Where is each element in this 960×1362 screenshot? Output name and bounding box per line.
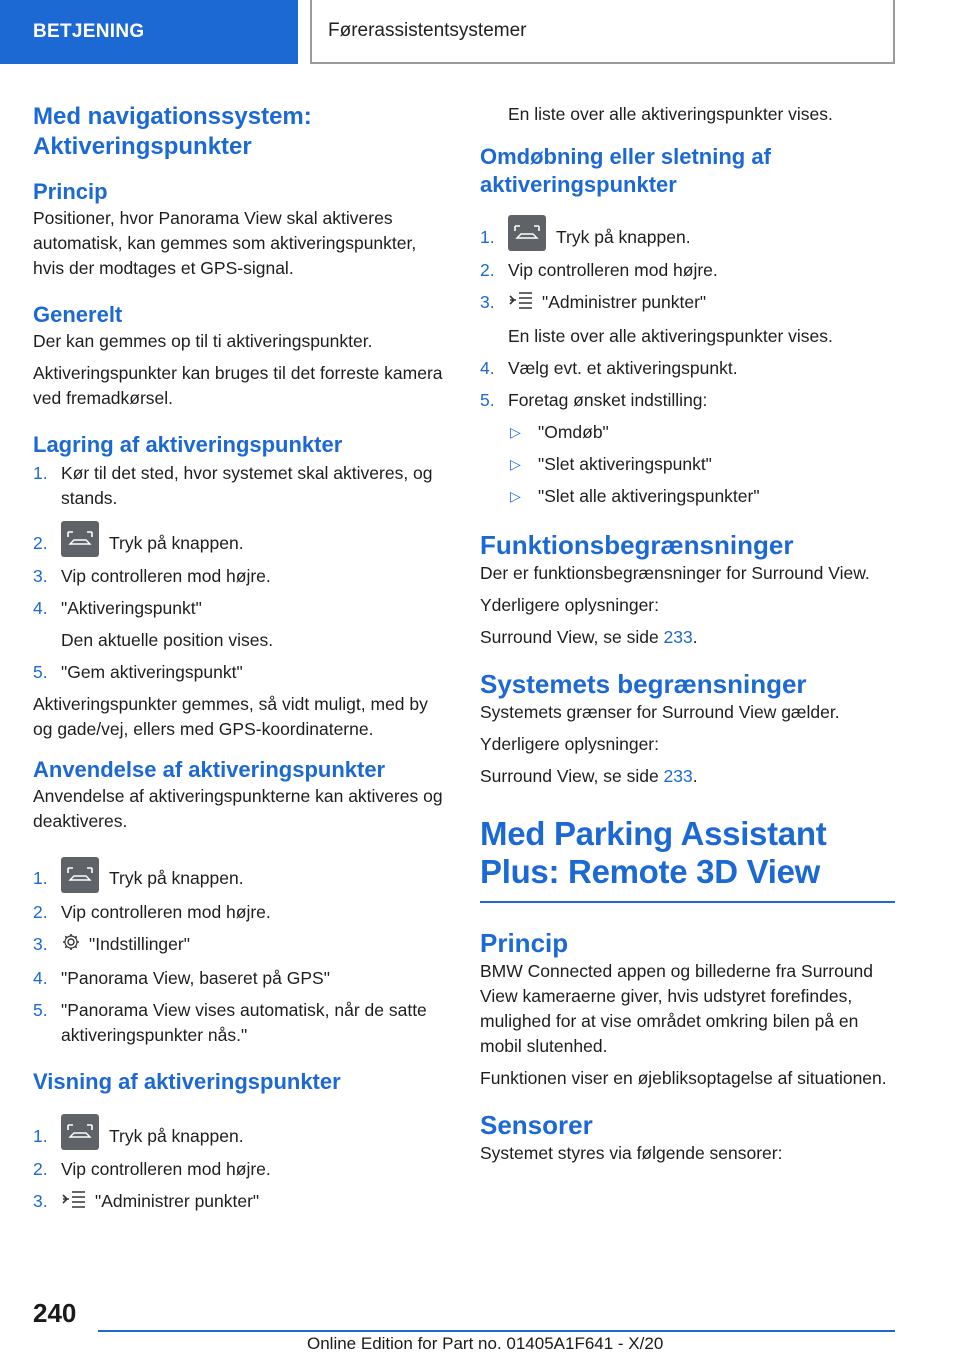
section-header [310, 0, 895, 64]
list-item [33, 564, 443, 589]
funk-more: Yderligere oplysninger: [480, 595, 659, 616]
list-item [480, 356, 895, 381]
step-text: Tryk på knappen. [109, 1125, 244, 1146]
step-number: 1. [33, 868, 48, 889]
princip2-heading: Princip [480, 928, 569, 959]
bullet-text: "Omdøb" [538, 422, 609, 443]
step-number: 3. [33, 566, 48, 587]
step-number: 5. [33, 999, 48, 1020]
princip-text: Positioner, hvor Panorama View skal aktiveres automatisk, kan gemmes som aktiveringspunkter, hvis der modtages et GPS-signal. [33, 208, 417, 278]
step-text: Kør til det sted, hvor systemet skal aktiveres, og stands. [61, 463, 433, 508]
step-number: 1. [33, 463, 48, 483]
triangle-bullet-icon: ▷ [510, 424, 521, 441]
visning-heading: Visning af aktiveringspunkter [33, 1068, 341, 1094]
gear-icon [61, 932, 81, 959]
list-item [480, 225, 895, 251]
step-text: Foretag ønsket indstilling: [508, 390, 708, 411]
step-text: Vip controlleren mod højre. [61, 1159, 271, 1180]
step-text: "Gem aktiveringspunkt" [61, 662, 243, 683]
right-column [480, 102, 895, 1166]
step-text: "Panorama View, baseret på GPS" [61, 967, 330, 988]
triangle-bullet-icon: ▷ [510, 456, 521, 473]
sys-heading: Systemets begrænsninger [480, 669, 807, 700]
step-number: 5. [33, 662, 48, 683]
camera-button-icon [61, 857, 99, 893]
funk-heading: Funktionsbegrænsninger [480, 530, 794, 561]
step-text: "Administrer punkter" [542, 292, 707, 313]
section-label: Førerassistentsystemer [328, 20, 527, 41]
list-item [33, 932, 443, 959]
camera-button-icon [61, 1114, 99, 1150]
step-number: 5. [480, 390, 495, 411]
step-text: "Aktiveringspunkt" [61, 598, 202, 619]
sys-ref: Surround View, se side 233. [480, 766, 698, 787]
list-item [480, 290, 895, 317]
list-item [33, 1157, 443, 1182]
step-sub-label: En liste over alle aktiveringspunkter vises. [508, 326, 833, 347]
list-item [480, 420, 895, 445]
list-item [33, 461, 443, 511]
list-item [33, 596, 443, 621]
step-text: Tryk på knappen. [109, 533, 244, 553]
sys-ref-link[interactable]: 233 [663, 766, 693, 787]
step-number: 2. [33, 533, 48, 553]
lagring-heading: Lagring af aktiveringspunkter [33, 432, 343, 457]
step-text: "Indstillinger" [89, 933, 190, 954]
funk-ref-link[interactable]: 233 [663, 627, 693, 648]
lagring-after-text: Aktiveringspunkter gemmes, så vidt muligt, med by og gade/vej, ellers med GPS-koordinaterne. [33, 694, 428, 740]
step-text: Tryk på knappen. [109, 868, 244, 889]
sensorer-text: Systemet styres via følgende sensorer: [480, 1143, 783, 1164]
step-sub-label: Den aktuelle position vises. [61, 630, 274, 651]
section-title: Med navigationssystem: Aktiveringspunkter [33, 103, 312, 160]
step-number: 2. [33, 901, 48, 922]
step-text: Vælg evt. et aktiveringspunkt. [508, 358, 738, 379]
chapter-label: BETJENING [33, 21, 145, 42]
list-item [33, 866, 443, 892]
page-number: 240 [33, 1298, 77, 1328]
list-item [480, 258, 895, 283]
list-item [33, 900, 443, 925]
princip-heading: Princip [33, 179, 108, 204]
princip2-text-2: Funktionen viser en øjebliksoptagelse af situationen. [480, 1068, 887, 1089]
generelt-text-1: Der kan gemmes op til ti aktiveringspunkter. [33, 331, 373, 351]
anvendelse-heading: Anvendelse af aktiveringspunkter [33, 757, 386, 783]
generelt-text-2: Aktiveringspunkter kan bruges til det forreste kamera ved fremadkørsel. [33, 363, 443, 408]
sensorer-heading: Sensorer [480, 1110, 593, 1141]
list-item [33, 660, 443, 685]
camera-button-icon [508, 215, 546, 251]
step-number: 3. [33, 1191, 48, 1212]
list-item [33, 1189, 443, 1216]
sys-ref-text: Surround View, se side [480, 766, 664, 787]
list-item [33, 1124, 443, 1150]
step-number: 4. [33, 598, 48, 619]
omdob-heading: Omdøbning eller sletning af aktiveringspunkter [480, 144, 771, 197]
step-number: 1. [480, 227, 495, 247]
camera-button-icon [61, 521, 99, 557]
title-rule [480, 901, 895, 903]
list-item [33, 998, 443, 1048]
step-text: "Panorama View vises automatisk, når de satte aktiveringspunkter nås." [61, 999, 427, 1045]
step-text: Vip controlleren mod højre. [61, 901, 271, 922]
step-sub-text [480, 102, 895, 127]
list-item [33, 966, 443, 991]
step-text: Vip controlleren mod højre. [61, 566, 271, 587]
list-manage-icon [61, 1189, 87, 1216]
bullet-text: "Slet aktiveringspunkt" [538, 454, 712, 475]
step-number: 3. [480, 292, 495, 313]
funk-ref: Surround View, se side 233. [480, 627, 698, 648]
triangle-bullet-icon: ▷ [510, 488, 521, 505]
generelt-heading: Generelt [33, 302, 123, 327]
step-sub-text [480, 324, 895, 349]
list-item [480, 388, 895, 413]
step-number: 3. [33, 933, 48, 954]
funk-text: Der er funktionsbegrænsninger for Surround View. [480, 563, 870, 584]
chapter-tab [0, 0, 298, 64]
princip2-text-1: BMW Connected appen og billederne fra Surround View kameraerne giver, hvis udstyret forefindes, mulighed for at vise området omkring bilen på en mobil slutenhed. [480, 961, 874, 1057]
funk-ref-text: Surround View, se side [480, 627, 664, 648]
step-sub-text [33, 628, 443, 653]
bullet-text: "Slet alle aktiveringspunkter" [538, 486, 760, 507]
step-number: 4. [33, 967, 48, 988]
step-number: 2. [33, 1159, 48, 1180]
footer-rule [98, 1330, 895, 1332]
step-text: Vip controlleren mod højre. [508, 260, 718, 281]
anvendelse-text: Anvendelse af aktiveringspunkterne kan aktiveres og deaktiveres. [33, 786, 443, 832]
step-number: 4. [480, 358, 495, 379]
sys-text: Systemets grænser for Surround View gælder. [480, 702, 840, 723]
parking-title: Med Parking Assistant Plus: Remote 3D View [480, 815, 827, 891]
left-column [33, 102, 443, 1216]
list-item [33, 531, 443, 557]
step-text: "Administrer punkter" [95, 1191, 260, 1212]
list-item [480, 484, 895, 509]
step-text: Tryk på knappen. [556, 227, 691, 247]
list-manage-icon [508, 290, 534, 317]
sys-more: Yderligere oplysninger: [480, 734, 659, 755]
list-item [480, 452, 895, 477]
step-number: 2. [480, 260, 495, 281]
step-sub-label: En liste over alle aktiveringspunkter vises. [508, 104, 833, 124]
step-number: 1. [33, 1125, 48, 1146]
edition-note: Online Edition for Part no. 01405A1F641 - X/20 [307, 1334, 664, 1353]
